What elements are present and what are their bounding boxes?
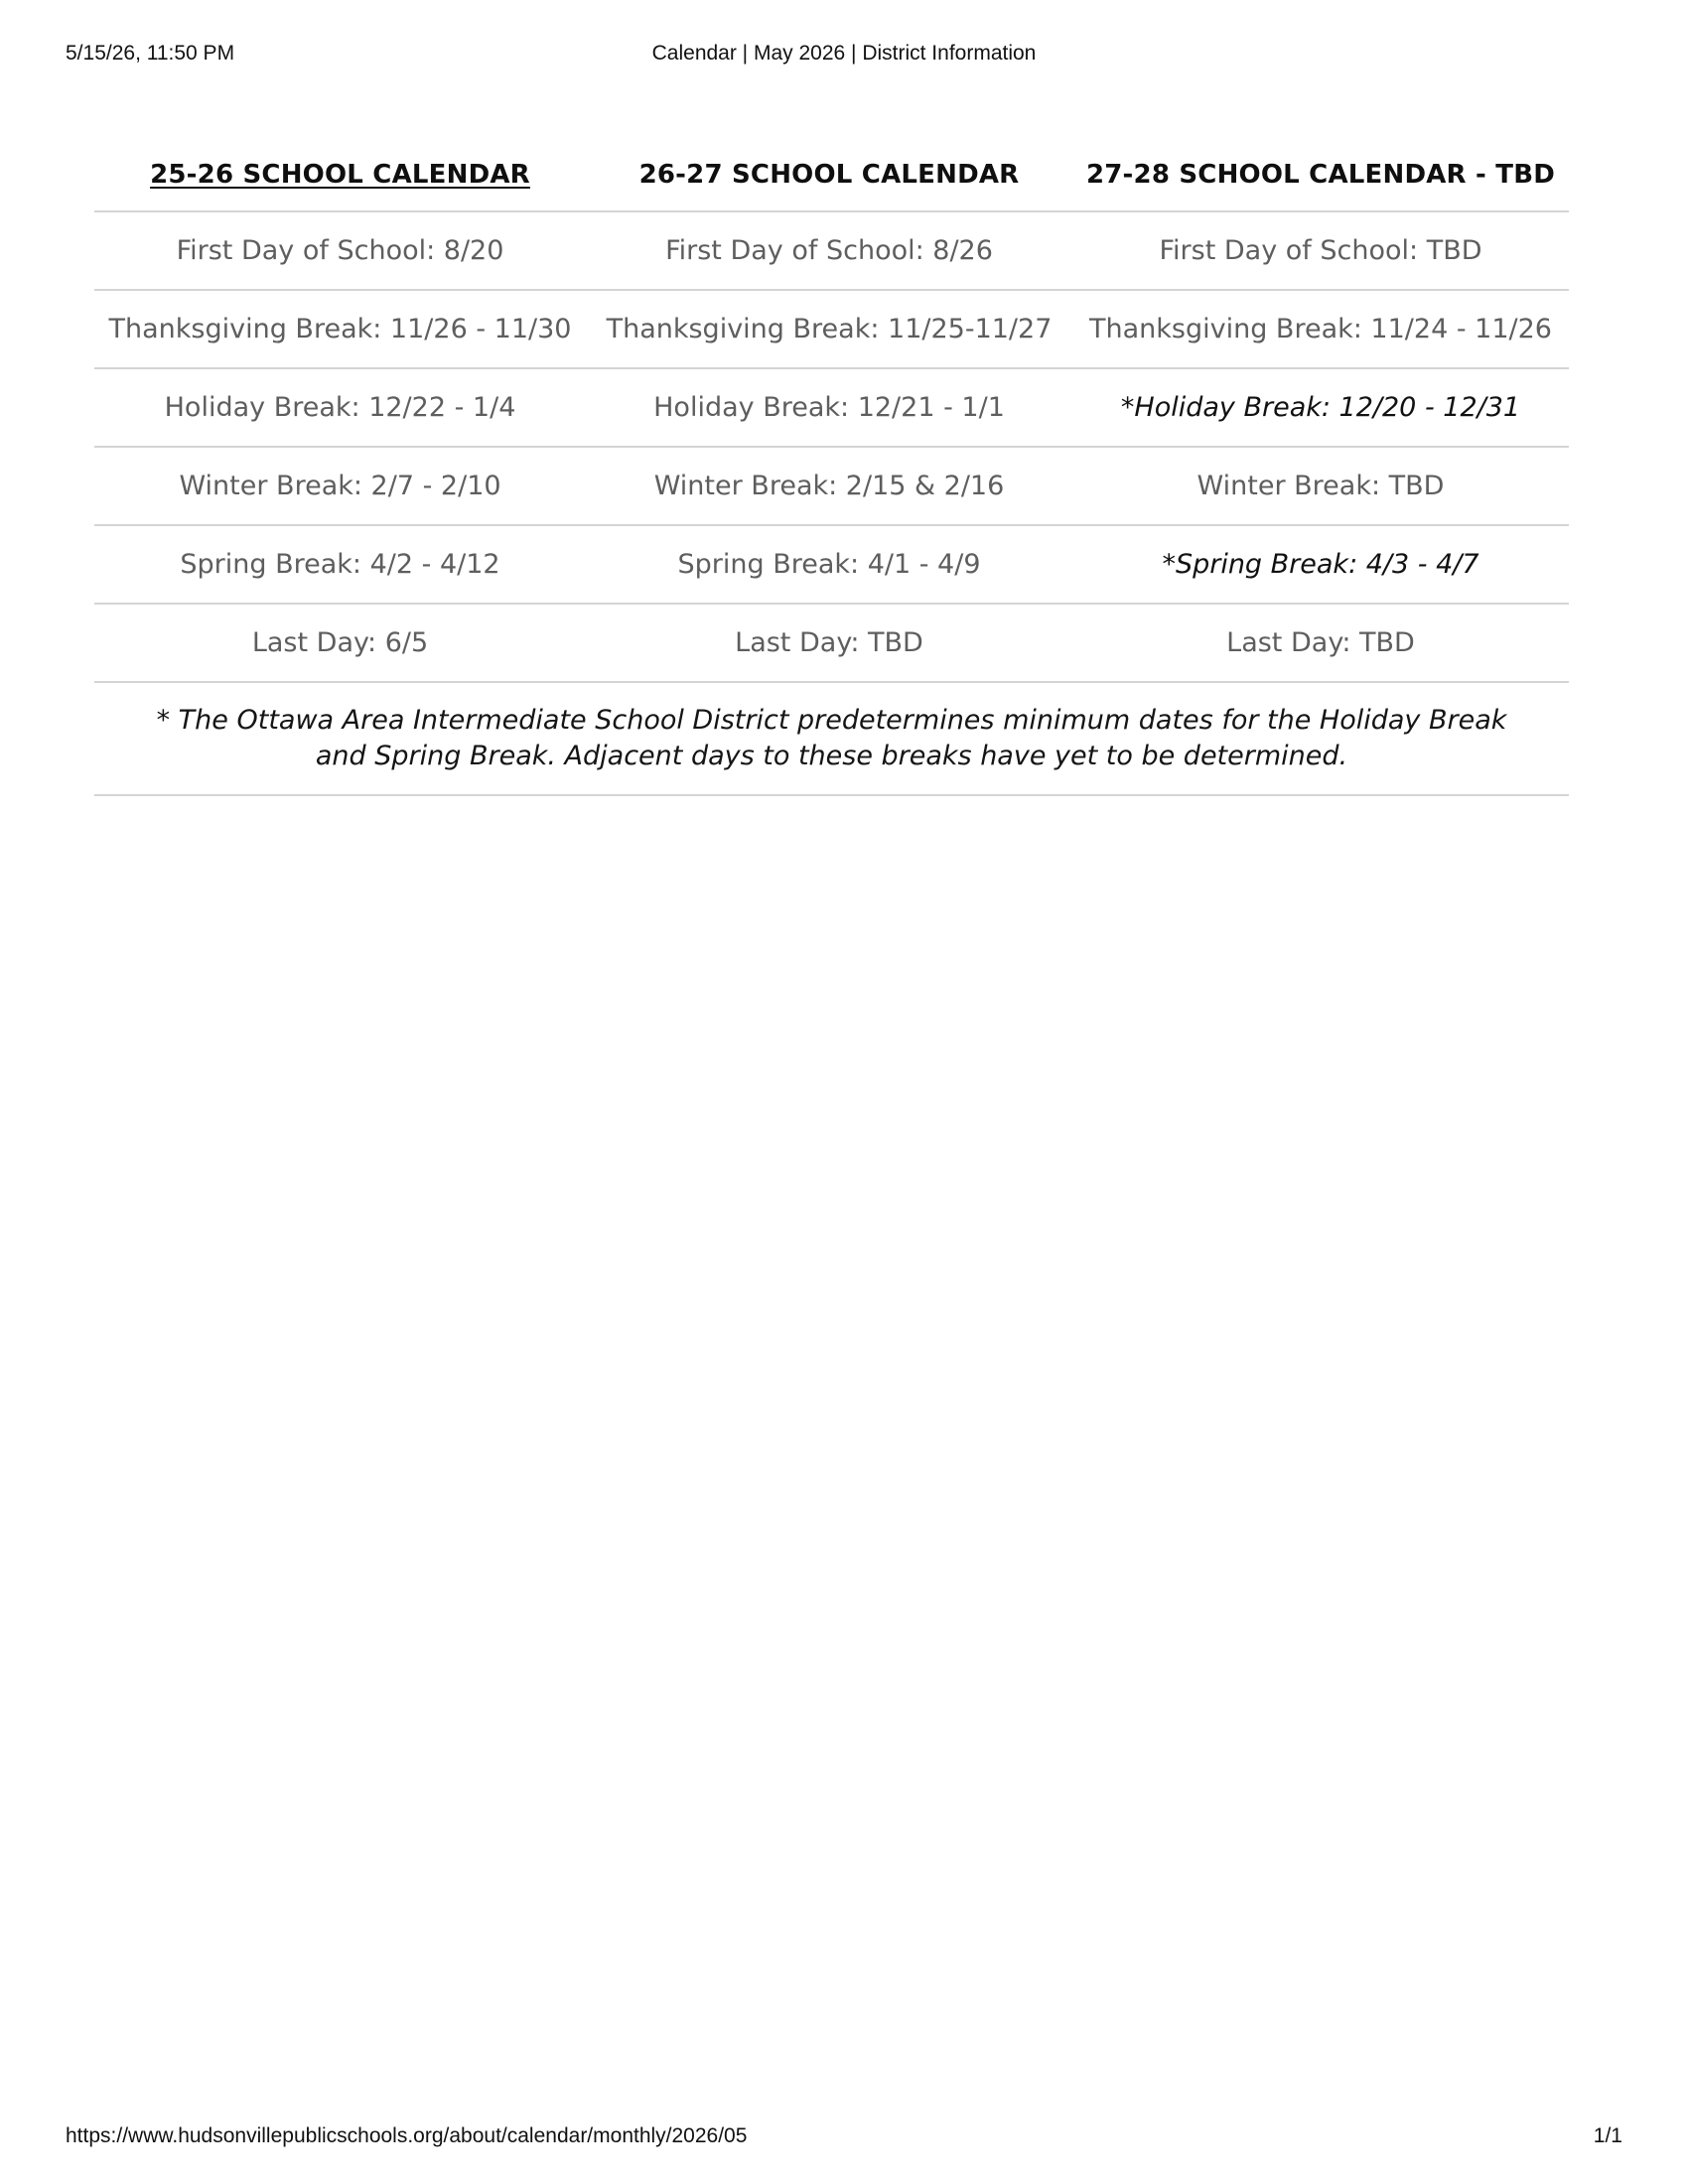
cell-27-28-first-day: First Day of School: TBD bbox=[1072, 211, 1569, 290]
cell-26-27-spring: Spring Break: 4/1 - 4/9 bbox=[586, 525, 1072, 604]
cell-27-28-spring: *Spring Break: 4/3 - 4/7 bbox=[1072, 525, 1569, 604]
table-row-winter bbox=[94, 447, 1569, 525]
header-25-26-label[interactable]: 25-26 SCHOOL CALENDAR bbox=[150, 160, 530, 190]
cell-26-27-first-day: First Day of School: 8/26 bbox=[586, 211, 1072, 290]
table-row-footnote bbox=[94, 682, 1569, 795]
table-row-holiday bbox=[94, 368, 1569, 447]
cell-26-27-last-day: Last Day: TBD bbox=[586, 604, 1072, 682]
cell-27-28-thanksgiving: Thanksgiving Break: 11/24 - 11/26 bbox=[1072, 290, 1569, 368]
cell-26-27-thanksgiving: Thanksgiving Break: 11/25-11/27 bbox=[586, 290, 1072, 368]
footnote-text: * The Ottawa Area Intermediate School District predetermines minimum dates for the Holiday Break and Spring Break. Adjacent days to these breaks have yet to be determined. bbox=[94, 682, 1569, 795]
print-url: https://www.hudsonvillepublicschools.org/about/calendar/monthly/2026/05 bbox=[66, 2124, 748, 2147]
table-header-row bbox=[94, 139, 1569, 211]
header-25-26-calendar[interactable] bbox=[94, 139, 586, 211]
cell-25-26-holiday: Holiday Break: 12/22 - 1/4 bbox=[94, 368, 586, 447]
print-page-title: Calendar | May 2026 | District Information bbox=[651, 42, 1037, 65]
school-calendar-table bbox=[94, 139, 1569, 796]
cell-27-28-winter: Winter Break: TBD bbox=[1072, 447, 1569, 525]
print-header bbox=[66, 42, 1622, 71]
print-footer bbox=[66, 2124, 1622, 2154]
cell-26-27-winter: Winter Break: 2/15 & 2/16 bbox=[586, 447, 1072, 525]
cell-25-26-last-day: Last Day: 6/5 bbox=[94, 604, 586, 682]
cell-26-27-holiday: Holiday Break: 12/21 - 1/1 bbox=[586, 368, 1072, 447]
cell-25-26-first-day: First Day of School: 8/20 bbox=[94, 211, 586, 290]
cell-27-28-last-day: Last Day: TBD bbox=[1072, 604, 1569, 682]
table-row-last-day bbox=[94, 604, 1569, 682]
cell-27-28-holiday: *Holiday Break: 12/20 - 12/31 bbox=[1072, 368, 1569, 447]
table-row-spring bbox=[94, 525, 1569, 604]
header-26-27-calendar: 26-27 SCHOOL CALENDAR bbox=[586, 139, 1072, 211]
table-row-first-day bbox=[94, 211, 1569, 290]
cell-25-26-spring: Spring Break: 4/2 - 4/12 bbox=[94, 525, 586, 604]
print-page-number: 1/1 bbox=[1593, 2124, 1622, 2147]
cell-25-26-thanksgiving: Thanksgiving Break: 11/26 - 11/30 bbox=[94, 290, 586, 368]
table-row-thanksgiving bbox=[94, 290, 1569, 368]
print-datetime: 5/15/26, 11:50 PM bbox=[66, 42, 235, 65]
header-27-28-calendar: 27-28 SCHOOL CALENDAR - TBD bbox=[1072, 139, 1569, 211]
cell-25-26-winter: Winter Break: 2/7 - 2/10 bbox=[94, 447, 586, 525]
